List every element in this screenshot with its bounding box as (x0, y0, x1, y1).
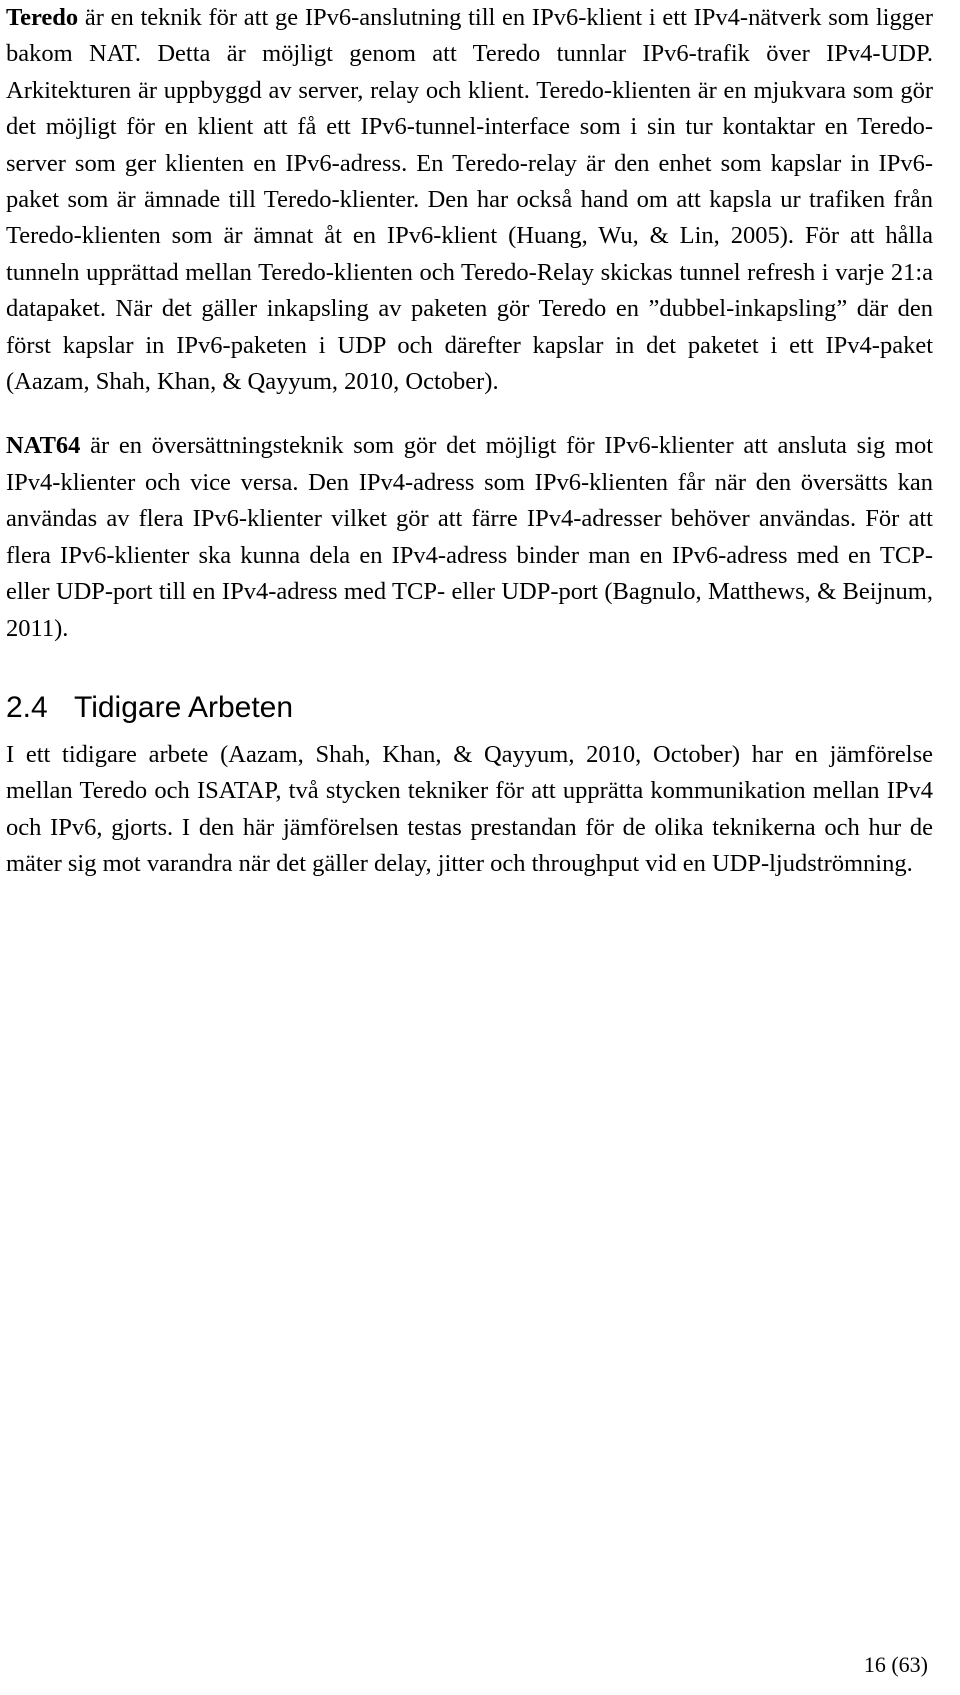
nat64-paragraph (6, 428, 933, 646)
section-heading (6, 687, 933, 729)
teredo-term: Teredo (6, 4, 79, 31)
section-paragraph: I ett tidigare arbete (Aazam, Shah, Khan, & Qayyum, 2010, October) har en jämförelse mellan Teredo och ISATAP, två stycken tekniker för att upprätta kommunikation mellan IPv4 och IPv6, gjorts. I den här jämförelsen testas prestandan för de olika teknikerna och hur de mäter sig mot varandra när det gäller delay, jitter och throughput vid en UDP-ljudströmning. (6, 740, 933, 878)
section-number: 2.4 (6, 690, 48, 724)
page-number: 16 (63) (863, 1652, 928, 1677)
teredo-body: är en teknik för att ge IPv6-anslutning till en IPv6-klient i ett IPv4-nätverk som ligger bakom NAT. Detta är möjligt genom att Teredo tunnlar IPv6-trafik över IPv4-UDP. Arkitekturen är uppbyggd av server, relay och klient. Teredo-klienten är en mjukvara som gör det möjligt för en klient att få ett IPv6-tunnel-interface som i sin tur kontaktar en Teredo-server som ger klienten en IPv6-adress. En Teredo-relay är den enhet som kapslar in IPv6-paket som är ämnade till Teredo-klienter. Den har också hand om att kapsla ur trafiken från Teredo-klienten som är ämnat åt en IPv6-klient (Huang, Wu, & Lin, 2005). För att hålla tunneln upprättad mellan Teredo-klienten och Teredo-Relay skickas tunnel refresh i varje 21:a datapaket. När det gäller inkapsling av paketen gör Teredo en ”dubbel-inkapsling” där den först kapslar in IPv6-paketen i UDP och därefter kapslar in det paketet i ett IPv4-paket (Aazam, Shah, Khan, & Qayyum, 2010, October). (6, 4, 933, 396)
page-content (6, 0, 933, 883)
section-title: Tidigare Arbeten (74, 690, 294, 724)
teredo-paragraph (6, 0, 933, 400)
nat64-body: är en översättningsteknik som gör det möjligt för IPv6-klienter att ansluta sig mot IPv4-klienter och vice versa. Den IPv4-adress som IPv6-klienten får när den översätts kan användas av flera IPv6-klienter vilket gör att färre IPv4-adresser behöver användas. För att flera IPv6-klienter ska kunna dela en IPv4-adress binder man en IPv6-adress med en TCP- eller UDP-port till en IPv4-adress med TCP- eller UDP-port (Bagnulo, Matthews, & Beijnum, 2011). (6, 432, 933, 642)
nat64-term: NAT64 (6, 432, 81, 460)
